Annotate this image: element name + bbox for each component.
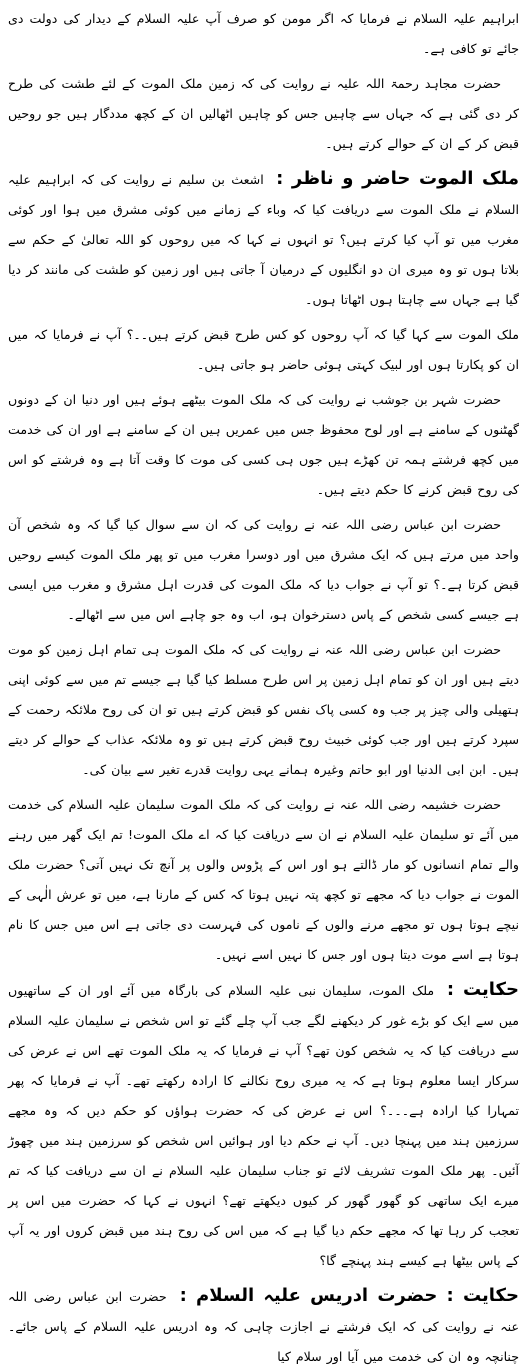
section-heading: حکایت : حضرت ادریس علیہ السلام : — [179, 1285, 519, 1306]
section-heading: حکایت : — [446, 979, 519, 1000]
paragraph-mujahid — [8, 69, 519, 159]
paragraph-ibn-abbas-ahl-zameen — [8, 635, 519, 785]
paragraph-ibn-abbas-mashriq-maghrib — [8, 510, 519, 630]
section-heading: ملک الموت حاضر و ناظر : — [276, 168, 519, 189]
paragraph-text: اشعث بن سلیم نے روایت کی کہ ابراہیم علیہ السلام نے ملک الموت سے دریافت کیا کہ وباء کے زمانے میں کوئی مشرق میں ہوا اور کوئی مغرب میں تو آپ کیا کرتے ہیں؟ تو انہوں نے کہا کہ میں روحوں کو اللہ تعالیٰ کے حکم سے بلاتا ہوں تو وہ میری ان دو انگلیوں کے درمیان آ جاتی ہیں اور زمین کو طشت کی مانند کر دیا گیا ہے جہاں سے چاہتا ہوں اٹھاتا ہوں۔ — [8, 172, 519, 307]
paragraph-malak-ul-maut-hazir-nazir — [8, 164, 519, 315]
paragraph-rooh-qabz — [8, 320, 519, 380]
paragraph-hikayat-sulaiman — [8, 975, 519, 1276]
paragraph-ibrahim-didar — [8, 4, 519, 64]
paragraph-text: حضرت خشیمہ رضی اللہ عنہ نے روایت کی کہ ملک الموت سلیمان علیہ السلام کی خدمت میں آئے تو سلیمان علیہ السلام نے ان سے دریافت کیا کہ اے ملک الموت! تم ایک گھر میں رہنے والے تمام انسانوں کو مار ڈالتے ہو اور اس کے پڑوس والوں پر آنچ تک نہیں آتی؟ حضرت ملک الموت نے جواب دیا کہ مجھے تو کچھ پتہ نہیں ہوتا کہ کس کے مارنا ہے، میں تو عرش الٰہی کے نیچے ہوتا ہوں تو مجھے مرنے والوں کے ناموں کی فہرست دی جاتی ہے اس میں جس کا نام ہوتا ہے اسے موت دیتا ہوں اور جس کا نہیں اسے نہیں۔ — [8, 797, 519, 962]
paragraph-shahr-bin-haushab — [8, 385, 519, 505]
paragraph-text: حضرت مجاہد رحمۃ اللہ علیہ نے روایت کی کہ زمین ملک الموت کے لئے طشت کی طرح کر دی گئی ہے کہ جہاں سے چاہیں جس کو چاہیں اٹھالیں ان کے کچھ مددگار ہیں جو روحیں قبض کر کے ان کے حوالے کرتے ہیں۔ — [8, 76, 519, 151]
paragraph-text: حضرت ابن عباس رضی اللہ عنہ نے روایت کی کہ ایک فرشتے نے اجازت چاہی کہ وہ ادریس علیہ السلام کے پاس جائے۔ چنانچہ وہ ان کی خدمت میں آیا اور سلام کیا — [8, 1289, 519, 1364]
paragraph-khaishama — [8, 790, 519, 970]
paragraph-hikayat-idris — [8, 1281, 519, 1372]
paragraph-text: ملک الموت، سلیمان نبی علیہ السلام کی بارگاہ میں آئے اور ان کے ساتھیوں میں سے ایک کو بڑے غور کر دیکھنے لگے جب آپ چلے گئے تو اس شخص نے سلیمان علیہ السلام سے دریافت کیا کہ یہ شخص کون تھے؟ آپ نے فرمایا کہ یہ ملک الموت تھے اس نے عرض کی سرکار ایسا معلوم ہوتا ہے کہ یہ میری روح نکالنے کا ارادہ رکھتے تھے۔ آپ نے فرمایا کہ پھر تمہارا کیا ارادہ ہے۔۔۔؟ اس نے عرض کی کہ حضرت ہواؤں کو حکم دیں کہ وہ مجھے سرزمین ہند میں پہنچا دیں۔ آپ نے حکم دیا اور ہوائیں اس شخص کو سرزمین ہند میں چھوڑ آئیں۔ پھر ملک الموت تشریف لائے تو جناب سلیمان علیہ السلام نے ان سے دریافت کیا کہ تم میرے ایک ساتھی کو گھور گھور کر کیوں دیکھتے تھے؟ انہوں نے کہا کہ حضرت میں اس پر تعجب کر رہا تھا کہ مجھے حکم دیا گیا ہے کہ میں اس کی روح ہند میں قبض کروں اور یہ آپ کے پاس بیٹھا ہے کیسے ہند پہنچے گا؟ — [8, 983, 519, 1268]
paragraph-text: حضرت ابن عباس رضی اللہ عنہ نے روایت کی کہ ملک الموت ہی تمام اہل زمین کو موت دیتے ہیں اور ان کو تمام اہل زمین پر اس طرح مسلط کیا گیا ہے جیسے تم میں سے کوئی اپنی ہتھیلی والی چیز پر جب وہ کسی پاک نفس کو قبض کرتے ہیں تو ان کی روح ملائکہ رحمت کے سپرد کرتے ہیں اور جب کوئی خبیث روح قبض کرتے ہیں تو وہ ملائکہ عذاب کے حوالے کر دیتے ہیں۔ ابن ابی الدنیا اور ابو حاتم وغیرہ ہمانے یہی روایت قدرے تغیر سے بیان کی۔ — [8, 642, 519, 777]
paragraph-text: ملک الموت سے کہا گیا کہ آپ روحوں کو کس طرح قبض کرتے ہیں۔۔؟ آپ نے فرمایا کہ میں ان کو پکارتا ہوں اور لبیک کہتی ہوئی حاضر ہو جاتی ہیں۔ — [8, 327, 519, 372]
paragraph-text: ابراہیم علیہ السلام نے فرمایا کہ اگر مومن کو صرف آپ علیہ السلام کے دیدار کی دولت دی جائے تو کافی ہے۔ — [8, 11, 519, 56]
paragraph-text: حضرت شہر بن جوشب نے روایت کی کہ ملک الموت بیٹھے ہوئے ہیں اور دنیا ان کے دونوں گھٹنوں کے سامنے ہے اور لوح محفوظ جس میں عمریں ہیں ان کے سامنے ہے اور ان کی خدمت میں کچھ فرشتے ہمہ تن کھڑے ہیں جوں ہی کسی کی موت کا وقت آتا ہے وہ فرشتے کو اس کی روح قبض کرنے کا حکم دیتے ہیں۔ — [8, 392, 519, 497]
paragraph-text: حضرت ابن عباس رضی اللہ عنہ نے روایت کی کہ ان سے سوال کیا گیا کہ وہ شخص آن واحد میں مرتے ہیں کہ ایک مشرق میں اور دوسرا مغرب میں تو پھر ملک الموت کیسے روحیں قبض کرتا ہے۔؟ تو آپ نے جواب دیا کہ ملک الموت کی قدرت اہل مشرق و مغرب میں ایسی ہے جیسے کسی شخص کے پاس دسترخوان ہو، اب وہ جو چاہے اس میں سے اٹھالے۔ — [8, 517, 519, 622]
